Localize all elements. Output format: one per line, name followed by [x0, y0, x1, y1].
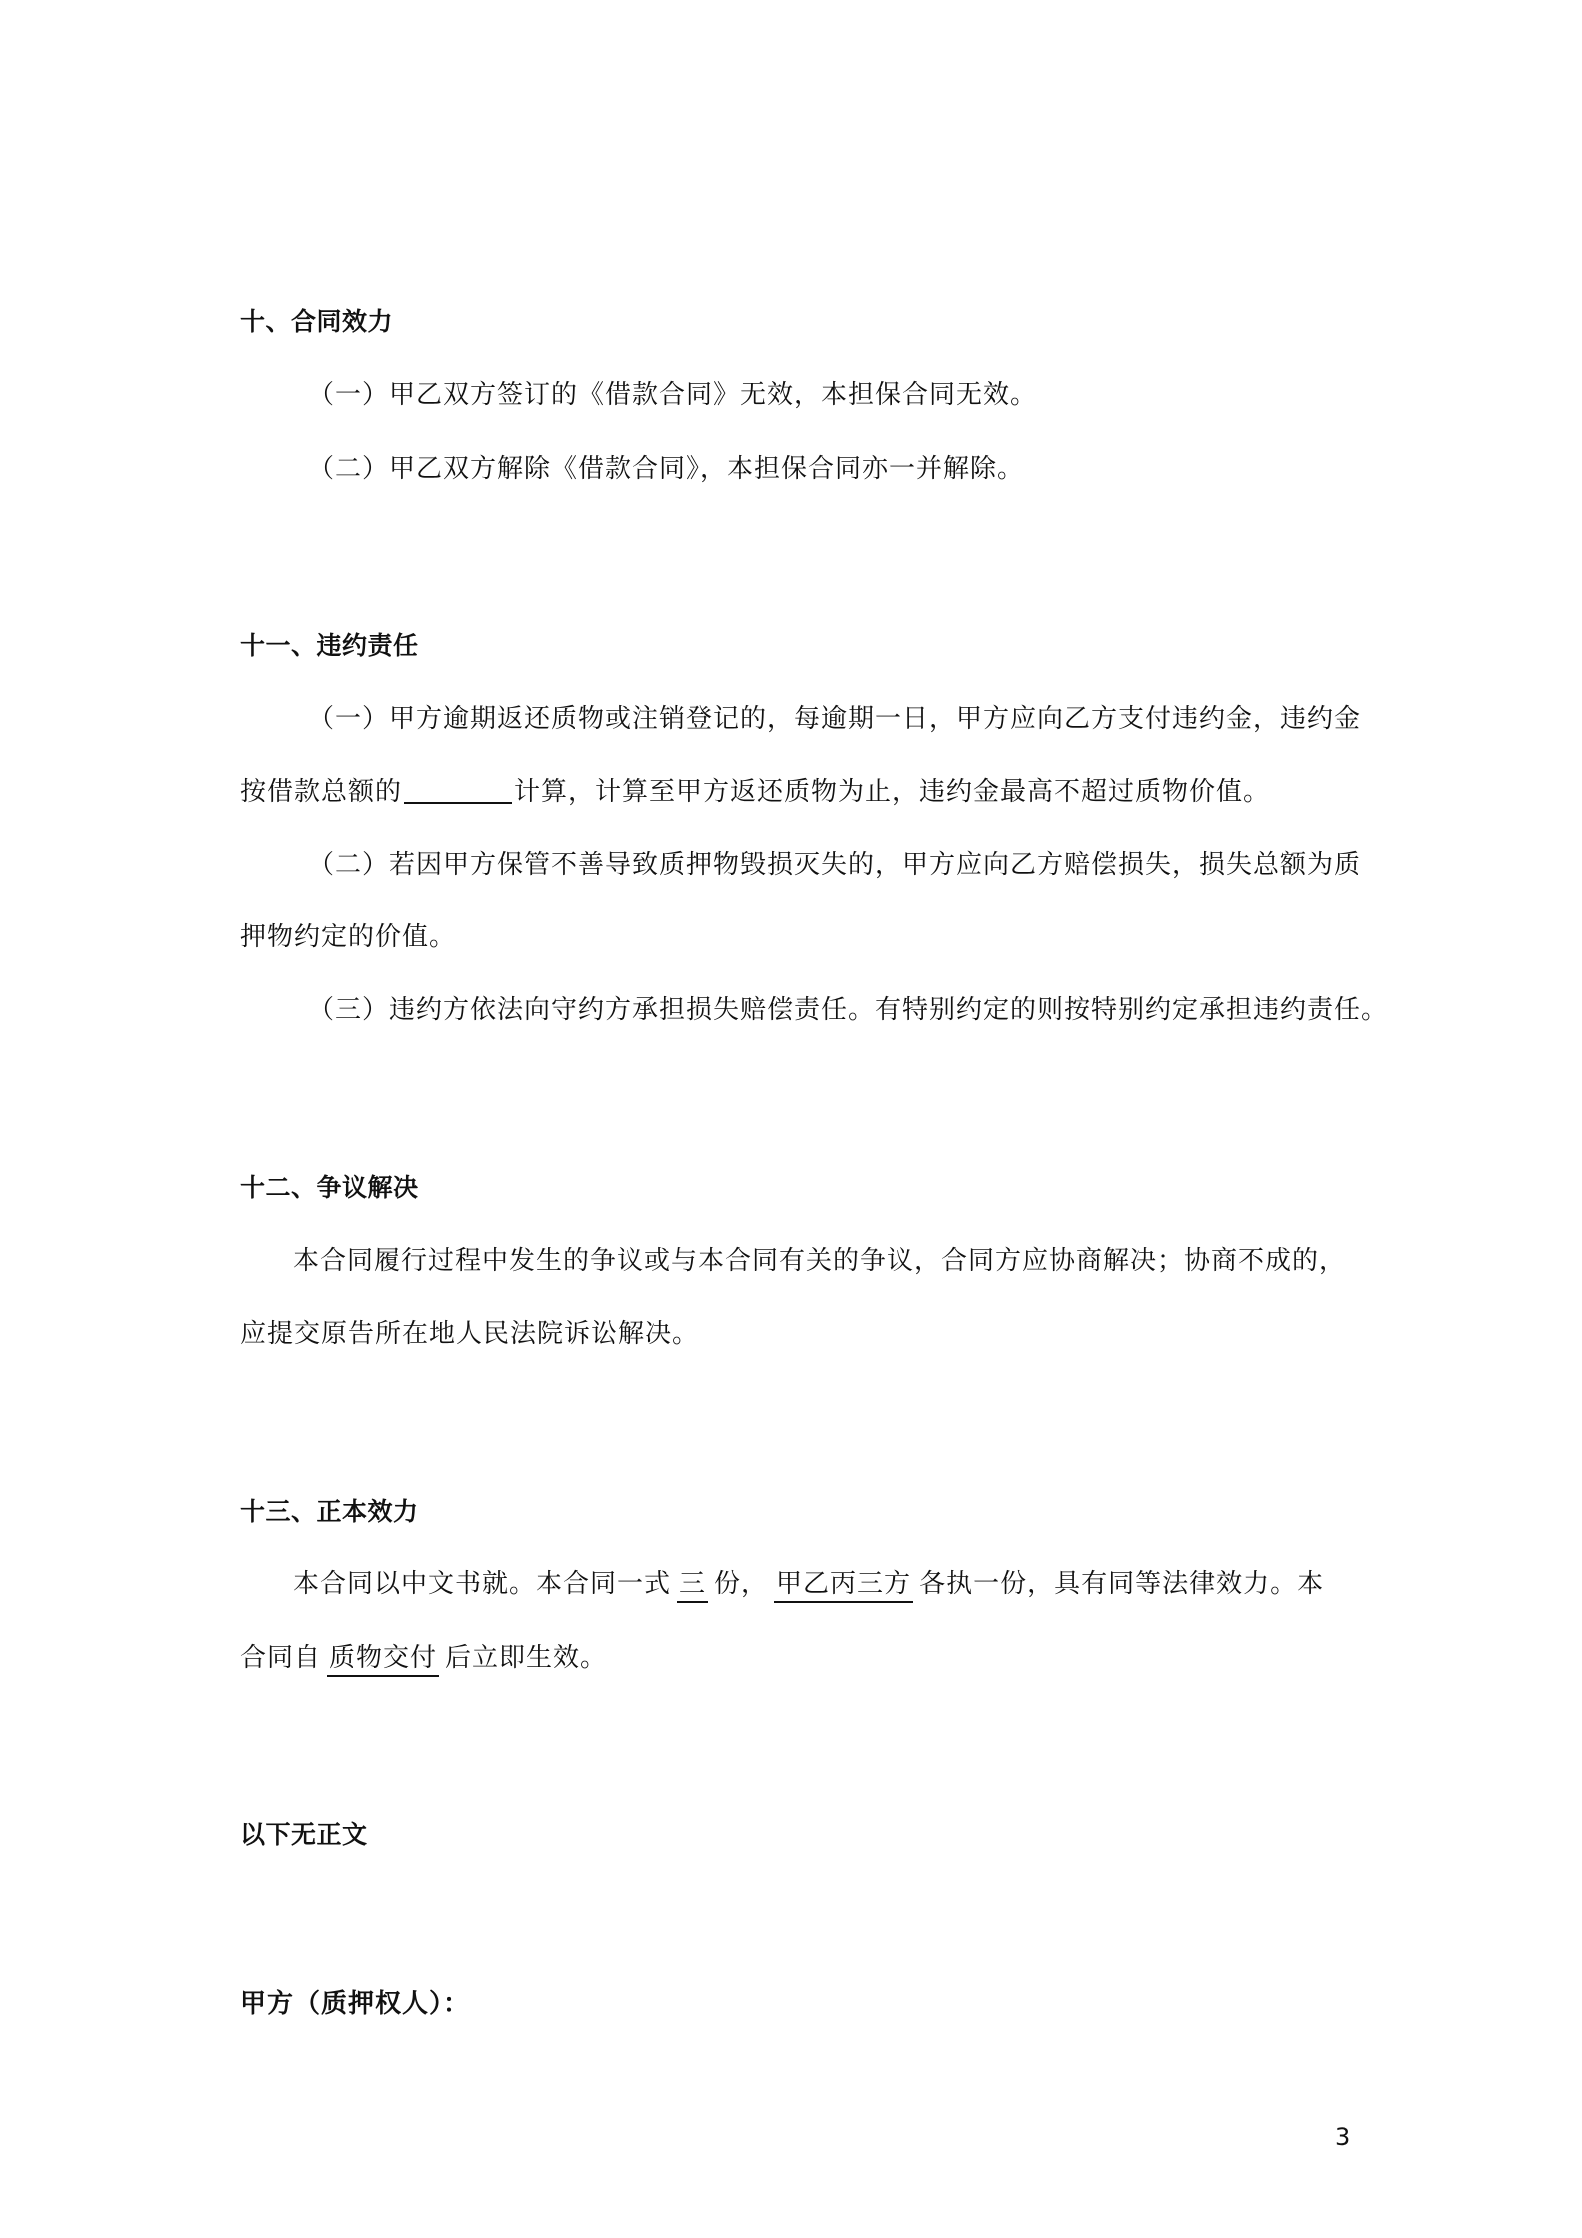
- clause-12-line-2: 应提交原告所在地人民法院诉讼解决。: [240, 1319, 700, 1349]
- clause-13-line-1-b: 份，: [714, 1569, 769, 1599]
- party-a-signature-label: 甲方（质押权人）：: [240, 1989, 471, 2019]
- penalty-rate-blank: [404, 776, 512, 804]
- copies-count-field: 三: [677, 1569, 708, 1603]
- clause-13-line-2-b: 后立即生效。: [445, 1643, 608, 1673]
- section-heading-12: 十二、争议解决: [240, 1173, 419, 1202]
- clause-11-1-line-2-post: 计算，计算至甲方返还质物为止，违约金最高不超过质物价值。: [514, 777, 1271, 807]
- clause-10-1: （一）甲乙双方签订的《借款合同》无效，本担保合同无效。: [308, 380, 1038, 410]
- section-heading-11: 十一、违约责任: [240, 631, 419, 660]
- end-of-text-note: 以下无正文: [240, 1820, 368, 1849]
- clause-12-line-1: 本合同履行过程中发生的争议或与本合同有关的争议，合同方应协商解决；协商不成的，: [293, 1246, 1347, 1276]
- clause-10-2: （二）甲乙双方解除《借款合同》，本担保合同亦一并解除。: [308, 454, 1025, 484]
- clause-13-line-1-a: 本合同以中文书就。本合同一式: [293, 1569, 672, 1599]
- effective-condition-field: 质物交付: [327, 1643, 439, 1677]
- clause-11-1-line-2-pre: 按借款总额的: [240, 777, 403, 807]
- clause-11-2-line-2: 押物约定的价值。: [240, 922, 457, 952]
- clause-11-3: （三）违约方依法向守约方承担损失赔偿责任。有特别约定的则按特别约定承担违约责任。: [308, 995, 1389, 1025]
- clause-13-line-2: [240, 1637, 607, 1674]
- page-number: 3: [1335, 2123, 1351, 2151]
- clause-11-1-line-1: （一）甲方逾期返还质物或注销登记的，每逾期一日，甲方应向乙方支付违约金，违约金: [308, 704, 1362, 734]
- section-heading-13: 十三、正本效力: [240, 1497, 419, 1526]
- section-heading-10: 十、合同效力: [240, 307, 394, 336]
- clause-13-line-1-c: 各执一份，具有同等法律效力。本: [919, 1569, 1325, 1599]
- clause-11-1-line-2: [240, 771, 1270, 808]
- parties-field: 甲乙丙三方: [774, 1569, 913, 1603]
- clause-13-line-2-a: 合同自: [240, 1643, 322, 1673]
- clause-11-2-line-1: （二）若因甲方保管不善导致质押物毁损灭失的，甲方应向乙方赔偿损失，损失总额为质: [308, 850, 1362, 880]
- clause-13-line-1: [293, 1563, 1324, 1600]
